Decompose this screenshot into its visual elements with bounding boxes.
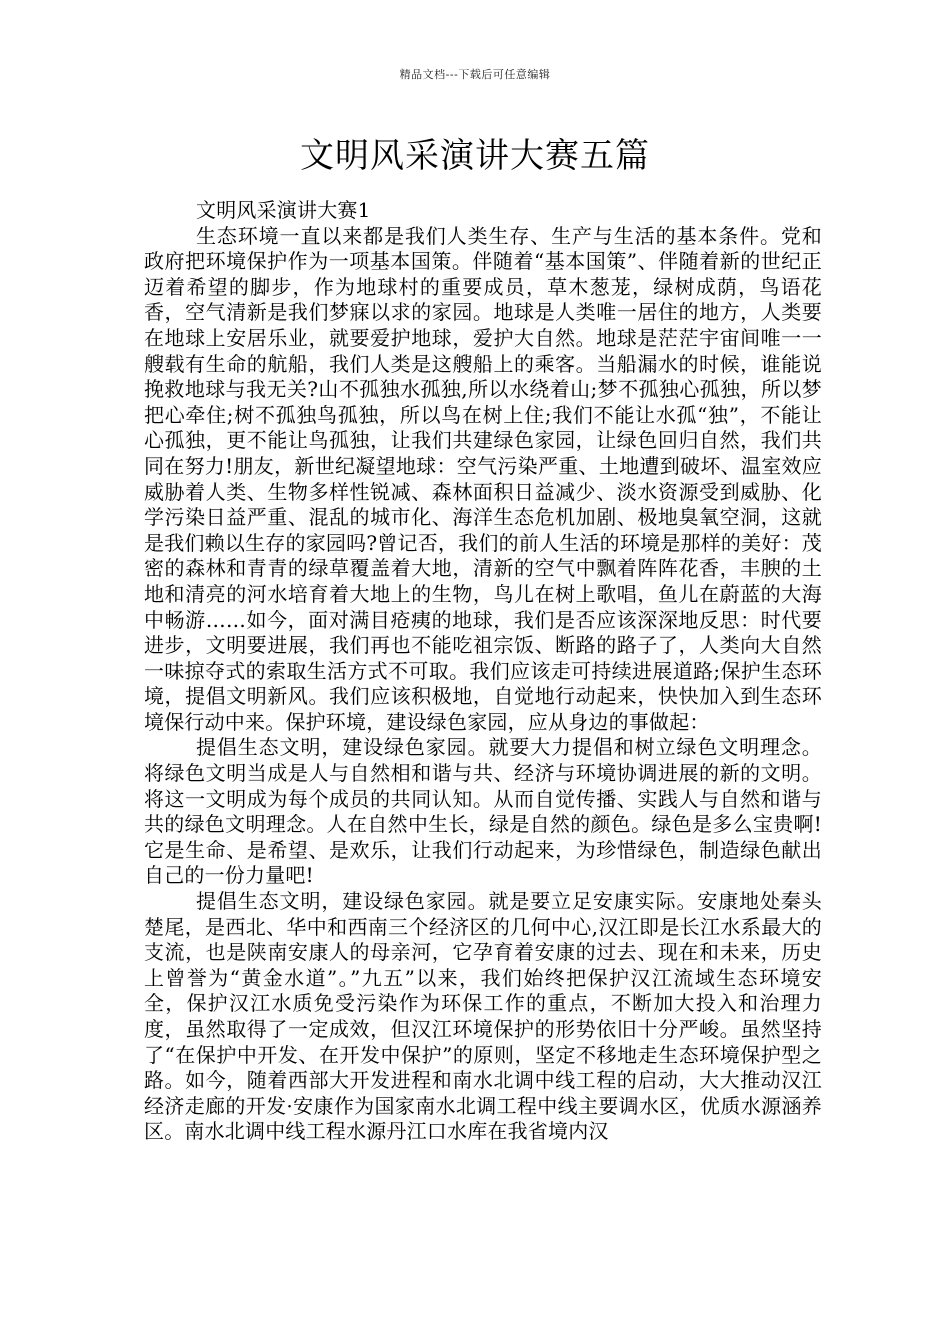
- document-body: [144, 198, 822, 1145]
- header-note: 精品文档---下载后可任意编辑: [399, 68, 551, 81]
- paragraph-3: 提倡生态文明，建设绿色家园。就是要立足安康实际。安康地处秦头楚尾，是西北、华中和西南三个经济区的几何中心,汉江即是长江水系最大的支流，也是陕南安康人的母亲河，它孕育着安康的过去、现在和未来，历史上曾誉为“黄金水道”。”九五”以来，我们始终把保护汉江流域生态环境安全，保护汉江水质免受污染作为环保工作的重点，不断加大投入和治理力度，虽然取得了一定成效，但汉江环境保护的形势依旧十分严峻。虽然坚持了“在保护中开发、在开发中保护”的原则，坚定不移地走生态环境保护型之路。如今，随着西部大开发进程和南水北调中线工程的启动，大大推动汉江经济走廊的开发·安康作为国家南水北调工程中线主要调水区，优质水源涵养区。南水北调中线工程水源丹江口水库在我省境内汉: [144, 889, 822, 1144]
- paragraph-2: 提倡生态文明，建设绿色家园。就要大力提倡和树立绿色文明理念。将绿色文明当成是人与自然相和谐与共、经济与环境协调进展的新的文明。将这一文明成为每个成员的共同认知。从而自觉传播、实践人与自然和谐与共的绿色文明理念。人在自然中生长，绿是自然的颜色。绿色是多么宝贵啊!它是生命、是希望、是欢乐，让我们行动起来，为珍惜绿色，制造绿色献出自己的一份力量吧!: [144, 735, 822, 888]
- section-heading: 文明风采演讲大赛1: [196, 198, 371, 222]
- document-title: 文明风采演讲大赛五篇: [300, 136, 650, 176]
- paragraph-1: 生态环境一直以来都是我们人类生存、生产与生活的基本条件。党和政府把环境保护作为一项基本国策。伴随着“基本国策”、伴随着新的世纪正迈着希望的脚步，作为地球村的重要成员，草木葱茏，绿树成荫，鸟语花香，空气清新是我们梦寐以求的家园。地球是人类唯一居住的地方，人类要在地球上安居乐业，就要爱护地球，爱护大自然。地球是茫茫宇宙间唯一一艘载有生命的航船，我们人类是这艘船上的乘客。当船漏水的时候，谁能说挽救地球与我无关?山不孤独水孤独,所以水绕着山;梦不孤独心孤独，所以梦把心牵住;树不孤独鸟孤独，所以鸟在树上住;我们不能让水孤“独”，不能让心孤独，更不能让鸟孤独，让我们共建绿色家园，让绿色回归自然，我们共同在努力!朋友，新世纪凝望地球：空气污染严重、土地遭到破坏、温室效应威胁着人类、生物多样性锐减、森林面积日益减少、淡水资源受到威胁、化学污染日益严重、混乱的城市化、海洋生态危机加剧、极地臭氧空洞，这就是我们赖以生存的家园吗?曾记否，我们的前人生活的环境是那样的美好：茂密的森林和青青的绿草覆盖着大地，清新的空气中飘着阵阵花香，丰腴的土地和清亮的河水培育着大地上的生物，鸟儿在树上歌唱，鱼儿在蔚蓝的大海中畅游……如今，面对满目疮痍的地球，我们是否应该深深地反思：时代要进步，文明要进展，我们再也不能吃祖宗饭、断路的路子了，人类向大自然一味掠夺式的索取生活方式不可取。我们应该走可持续进展道路;保护生态环境，提倡文明新风。我们应该积极地，自觉地行动起来，快快加入到生态环境保行动中来。保护环境，建设绿色家园，应从身边的事做起：: [144, 223, 822, 734]
